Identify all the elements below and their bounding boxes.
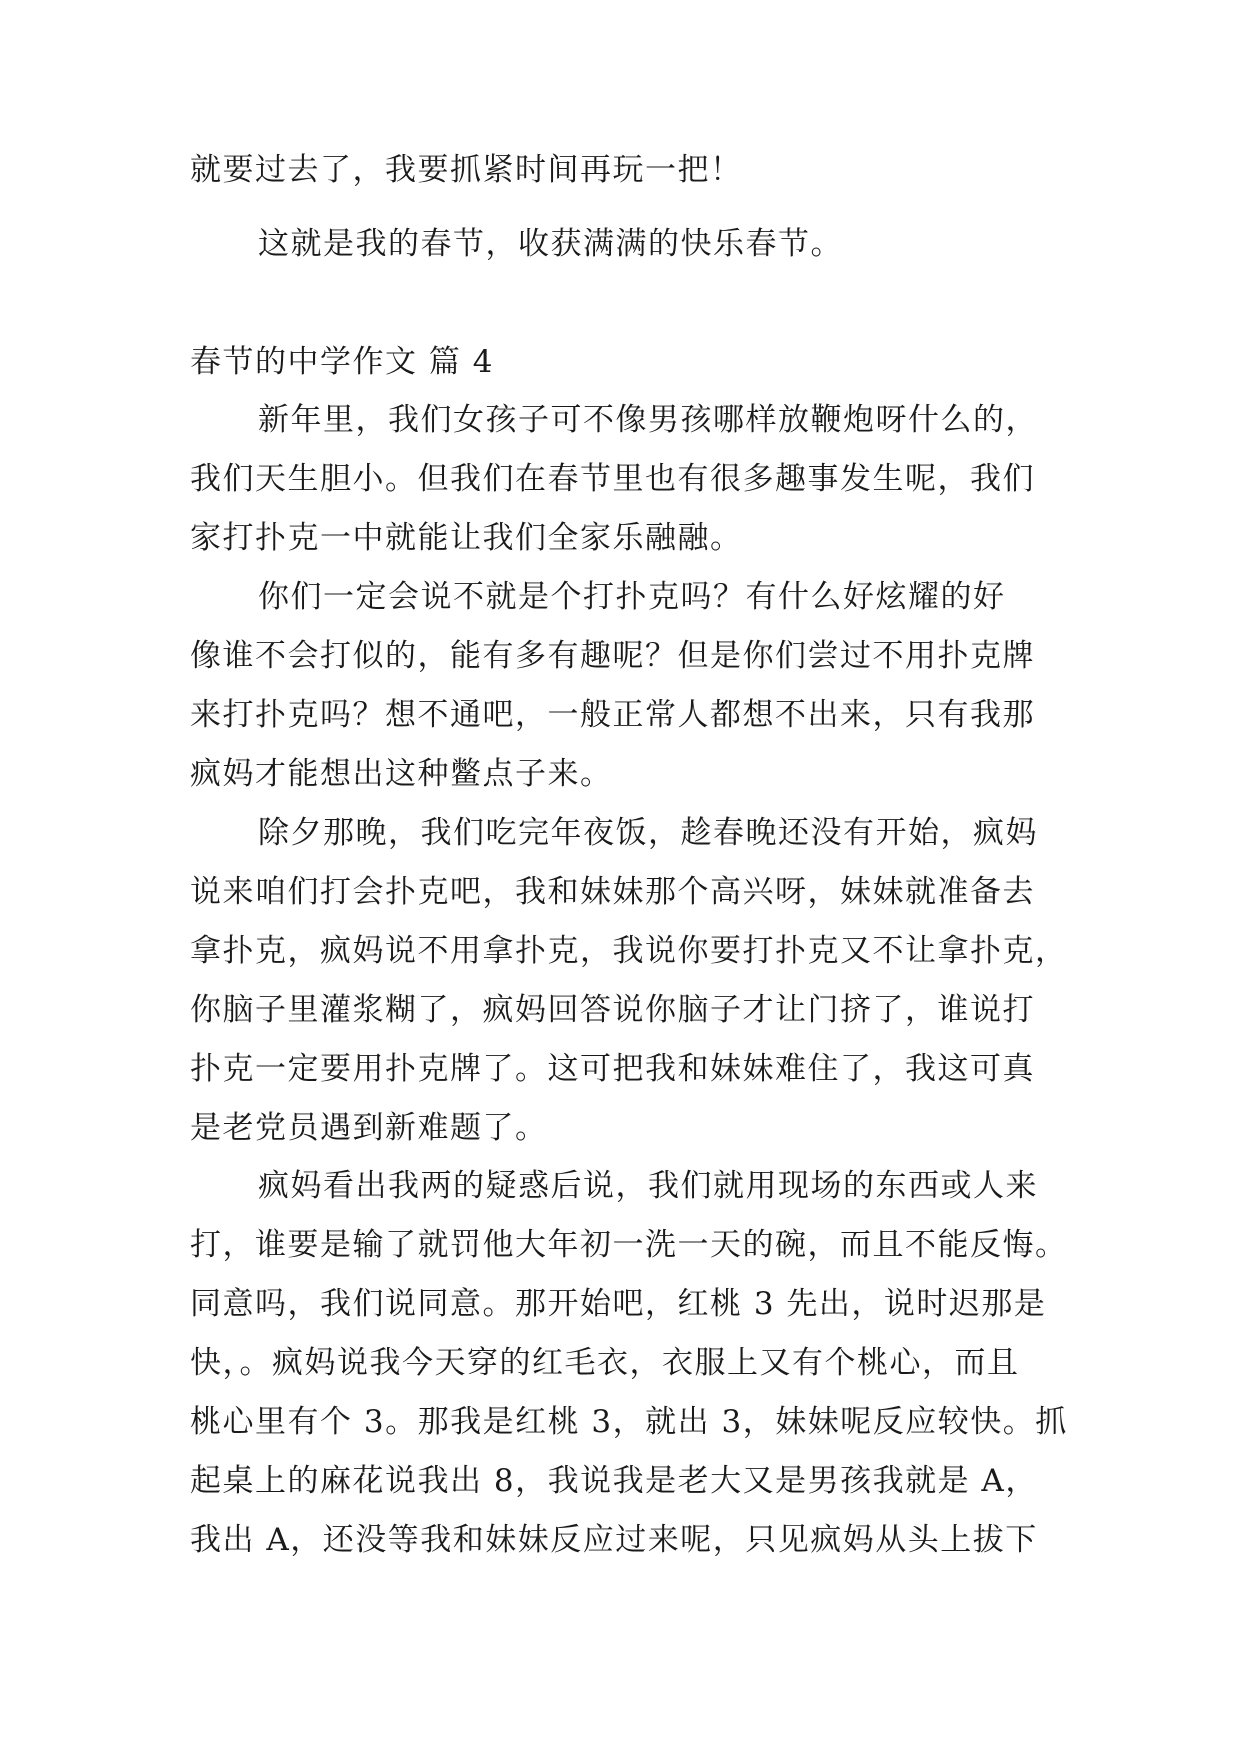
paragraph-first-line: 疯妈看出我两的疑惑后说，我们就用现场的东西或人来 — [258, 1168, 1038, 1204]
text-line: 来打扑克吗？想不通吧，一般正常人都想不出来，只有我那 — [190, 697, 1035, 733]
text-line: 我出 A，还没等我和妹妹反应过来呢，只见疯妈从头上拔下 — [190, 1522, 1038, 1558]
paragraph-first-line: 除夕那晚，我们吃完年夜饭，趁春晚还没有开始，疯妈 — [258, 815, 1038, 851]
text-line: 打，谁要是输了就罚他大年初一洗一天的碗，而且不能反悔。 — [190, 1227, 1068, 1263]
text-line: 同意吗，我们说同意。那开始吧，红桃 3 先出，说时迟那是 — [190, 1286, 1047, 1322]
text-line: 扑克一定要用扑克牌了。这可把我和妹妹难住了，我这可真 — [190, 1051, 1035, 1087]
text-line: 桃心里有个 3。那我是红桃 3，就出 3，妹妹呢反应较快。抓 — [190, 1404, 1068, 1440]
text-line: 拿扑克，疯妈说不用拿扑克，我说你要打扑克又不让拿扑克， — [190, 933, 1068, 969]
text-line: 说来咱们打会扑克吧，我和妹妹那个高兴呀，妹妹就准备去 — [190, 874, 1035, 910]
text-line: 我们天生胆小。但我们在春节里也有很多趣事发生呢，我们 — [190, 461, 1035, 497]
paragraph-first-line: 这就是我的春节，收获满满的快乐春节。 — [258, 226, 843, 262]
paragraph-first-line: 新年里，我们女孩子可不像男孩哪样放鞭炮呀什么的， — [258, 402, 1038, 438]
text-line: 起桌上的麻花说我出 8，我说我是老大又是男孩我就是 A， — [190, 1463, 1038, 1499]
section-heading: 春节的中学作文 篇 4 — [190, 344, 494, 380]
text-line: 是老党员遇到新难题了。 — [190, 1110, 548, 1146]
text-line: 像谁不会打似的，能有多有趣呢？但是你们尝过不用扑克牌 — [190, 638, 1035, 674]
text-line: 快，。疯妈说我今天穿的红毛衣，衣服上又有个桃心，而且 — [190, 1345, 1020, 1381]
text-line: 家打扑克一中就能让我们全家乐融融。 — [190, 520, 743, 556]
paragraph-first-line: 你们一定会说不就是个打扑克吗？有什么好炫耀的好 — [258, 579, 1006, 615]
text-line: 你脑子里灌浆糊了，疯妈回答说你脑子才让门挤了，谁说打 — [190, 992, 1035, 1028]
text-line: 疯妈才能想出这种鳖点子来。 — [190, 756, 613, 792]
text-line: 就要过去了，我要抓紧时间再玩一把！ — [190, 152, 743, 188]
